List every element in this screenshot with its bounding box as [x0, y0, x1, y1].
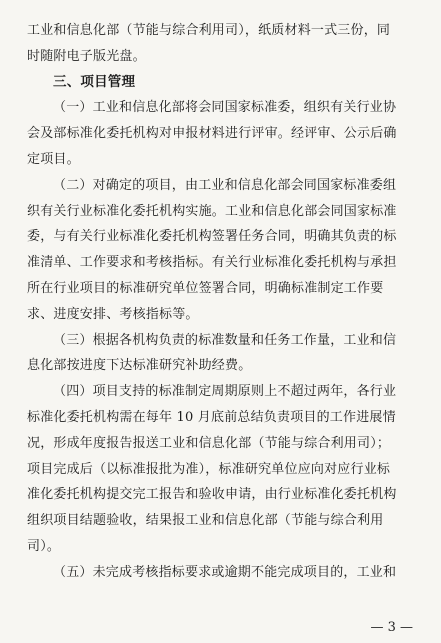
text-line: 定项目。 [27, 151, 80, 167]
text-line: （一）工业和信息化部将会同国家标准委，组织有关行业协 [53, 100, 397, 116]
text-line: 求、进度安排、考核指标等。 [27, 306, 199, 322]
document-body [27, 18, 416, 586]
text-line: 委，与有关行业标准化委托机构签署任务合同，明确其负责的标 [27, 229, 397, 245]
text-line: 工业和信息化部（节能与综合利用司），纸质材料一式三份，同 [27, 23, 391, 38]
text-line: （四）项目支持的标准制定周期原则上不超过两年，各行业 [53, 384, 397, 400]
text-line: 况，形成年度报告报送工业和信息化部（节能与综合利用司）； [27, 435, 391, 451]
text-line: 息化部按进度下达标准研究补助经费。 [27, 358, 252, 374]
text-line: 项目完成后（以标准报批为准），标准研究单位应向对应行业标 [27, 461, 391, 477]
text-line: 准清单、工作要求和考核指标。有关行业标准化委托机构与承担 [27, 255, 397, 271]
text-line: （三）根据各机构负责的标准数量和任务工作量，工业和信 [53, 332, 397, 348]
text-line: （五）未完成考核指标要求或逾期不能完成项目的，工业和 [53, 564, 397, 580]
text-line: 时随附电子版光盘。 [27, 48, 146, 64]
text-line: 准化委托机构提交完工报告和验收申请，由行业标准化委托机构 [27, 487, 397, 503]
text-line: 织有关行业标准化委托机构实施。工业和信息化部会同国家标准 [27, 203, 397, 219]
text-line: 所在行业项目的标准研究单位签署合同，明确标准制定工作要 [27, 280, 384, 296]
text-line: 司）。 [27, 538, 61, 554]
text-line: 组织项目结题验收，结果报工业和信息化部（节能与综合利用 [27, 513, 384, 529]
text-line: 标准化委托机构需在每年 10 月底前总结负责项目的工作进展情 [27, 409, 396, 425]
text-line: 会及部标准化委托机构对申报材料进行评审。经评审、公示后确 [27, 126, 397, 142]
section-heading: 三、项目管理 [53, 73, 136, 90]
page-number: — 3 — [370, 620, 413, 635]
text-line: （二）对确定的项目，由工业和信息化部会同国家标准委组 [53, 177, 397, 193]
